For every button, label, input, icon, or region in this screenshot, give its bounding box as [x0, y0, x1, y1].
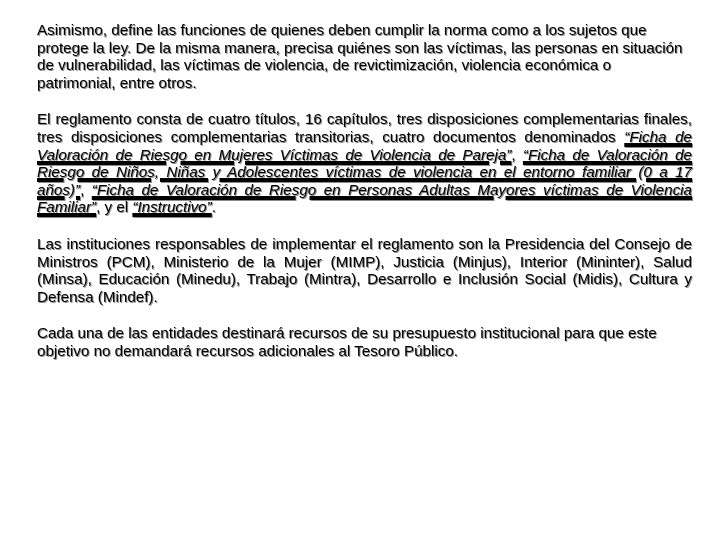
document-title-children-risk: “Ficha de Valoración de Riesgo de Niños, Niñas y Adolescentes víctimas de violencia en el entorno familiar (0 a 17 años)” [37, 146, 692, 199]
document-title-elderly-risk: “Ficha de Valoración de Riesgo en Personas Adultas Mayores víctimas de Violencia Familiar” [37, 181, 692, 217]
document-page [37, 22, 692, 380]
document-title-instructivo: “Instructivo” [132, 199, 212, 217]
separator-text: , [511, 146, 523, 164]
separator-text: , [80, 181, 92, 199]
paragraph-institutions: Las instituciones responsables de implementar el reglamento son la Presidencia del Consejo de Ministros (PCM), Ministerio de la Mujer (MIMP), Justicia (Minjus), Interior (Mininter), Salud (Minsa), Educación (Minedu), Trabajo (Mintra), Desarrollo e Inclusión Social (Midis), Cultura y Defensa (Mindef). [37, 235, 692, 306]
paragraph-regulation-structure [37, 111, 692, 217]
separator-text: , y el [96, 199, 133, 217]
document-title-women-risk: “Ficha de Valoración de Riesgo en Mujeres Víctimas de Violencia de Pareja” [37, 128, 692, 164]
paragraph-intro-text: El reglamento consta de cuatro títulos, 16 capítulos, tres disposiciones complementarias finales, tres disposiciones complementarias transitorias, cuatro documentos denominados [37, 111, 692, 146]
paragraph-end-text: . [211, 199, 216, 217]
paragraph-functions: Asimismo, define las funciones de quienes deben cumplir la norma como a los sujetos que protege la ley. De la misma manera, precisa quiénes son las víctimas, las personas en situación de vulnerabilidad, las víctimas de violencia, de revictimización, violencia económica o patrimonial, entre otros. [37, 22, 683, 92]
paragraph-budget: Cada una de las entidades destinará recursos de su presupuesto institucional para que este objetivo no demandará recursos adicionales al Tesoro Público. [37, 325, 657, 360]
